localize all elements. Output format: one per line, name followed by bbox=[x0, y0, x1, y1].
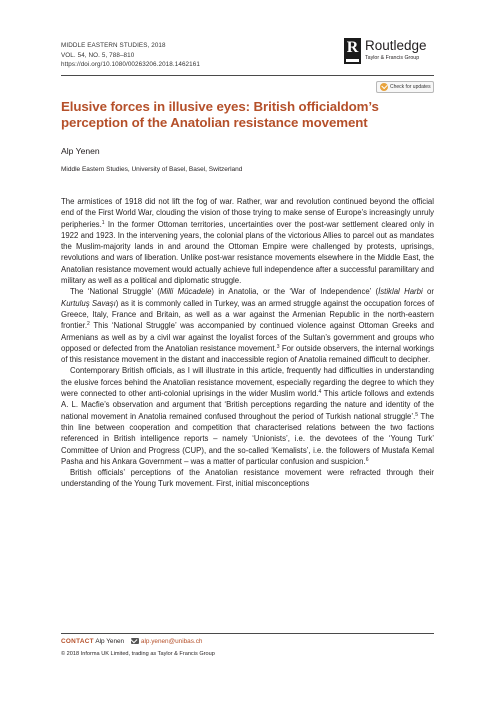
article-author: Alp Yenen bbox=[61, 146, 100, 156]
paragraph-1: The armistices of 1918 did not lift the fog of war. Rather, war and revolution continued beyond the official end of the First World War, clouding the vision of those trying to make sense of Europe’s increasingly unruly peripheries.$^1$ In the former Ottoman territories, uncertainties over the post-war settlement cleared only in 1922 and 1923. In the intervening years, the colonial plans of the victorious Allies to parcel out as mandates the Muslim-majority lands in and around the Ottoman Empire were challenged by protests, uprisings, revolutions and wars of liberation. Unlike post-war resistance movements elsewhere in the Middle East, the Anatolian resistance movement would actually achieve full independence after a successful paramilitary and military as well as a political and diplomatic struggle. bbox=[61, 197, 434, 286]
footnote-ref-3[interactable]: 3 bbox=[276, 343, 280, 350]
paragraph-4: British officials’ perceptions of the Anatolian resistance movement were refracted through their understanding of the Young Turk movement. First, initial misconceptions bbox=[61, 468, 434, 489]
journal-volume: VOL. 54, NO. 5, 788–810 bbox=[61, 51, 135, 59]
contact-line bbox=[61, 637, 202, 646]
footer-divider bbox=[61, 633, 434, 634]
doi-link[interactable]: https://doi.org/10.1080/00263206.2018.1462161 bbox=[61, 61, 200, 69]
envelope-icon bbox=[131, 638, 139, 644]
paragraph-3: Contemporary British officials, as I will illustrate in this article, frequently had difficulties in understanding the elusive forces behind the Anatolian resistance movement, especially regarding the degree to which they were connected to other anti-colonial uprisings in the wider Muslim world.$^4$ This article follows and extends A. L. Macfie’s observation and argument that ‘British perceptions regarding the nature and identity of the national movement in Anatolia remained confused throughout the period of Turkish national struggle’.$^5$ The thin line between cooperation and competition that characterised relations between the two factions referenced in British intelligence reports – namely ‘Unionists’, i.e. the devotees of the ‘Young Turk’ Committee of Union and Progress (CUP), and the so-called ‘Kemalists’, i.e. the followers of Mustafa Kemal Pasha and his Ankara Government – was a matter of particular confusion and suspicion.$^6$ bbox=[61, 366, 434, 466]
journal-header bbox=[61, 41, 200, 70]
publisher-group: Taylor & Francis Group bbox=[365, 55, 420, 61]
article-title: Elusive forces in illusive eyes: British officialdom’s perception of the Anatolian resistance movement bbox=[61, 99, 379, 130]
check-for-updates-button[interactable] bbox=[376, 81, 434, 93]
footnote-ref-2[interactable]: 2 bbox=[87, 321, 90, 328]
check-for-updates-label: Check for updates bbox=[390, 84, 431, 90]
footnote-ref-1[interactable]: 1 bbox=[101, 219, 105, 226]
footnote-ref-6[interactable]: 6 bbox=[365, 456, 369, 463]
check-circle-icon bbox=[380, 83, 388, 91]
paragraph-2: The ‘National Struggle’ (Milli Mücadele) in Anatolia, or the ‘War of Independence’ (İstiklal Harbi or Kurtuluş Savaşı) as it is commonly called in Turkey, was an armed struggle against the occupation forces of Greece, Italy, France and Britain, as well as a war against the Armenian Republic in the north-eastern frontier.$^2$ This ‘National Struggle’ was accompanied by continued violence against Ottoman Greeks and Armenians as well as by a civil war against the loyalist forces of the Sultan’s government and groups who opposed or defected from the Anatolian resistance movement.$^3$ For outside observers, the internal workings of this resistance movement in the distant and inaccessible region of Anatolia remained difficult to decipher. bbox=[61, 287, 434, 365]
footnote-ref-5[interactable]: 5 bbox=[415, 411, 419, 418]
copyright-notice: © 2018 Informa UK Limited, trading as Taylor & Francis Group bbox=[61, 651, 215, 657]
footnote-ref-4[interactable]: 4 bbox=[318, 389, 322, 396]
routledge-logo-icon bbox=[344, 38, 361, 64]
contact-name: Alp Yenen bbox=[95, 638, 125, 645]
journal-name: MIDDLE EASTERN STUDIES, 2018 bbox=[61, 42, 166, 49]
author-affiliation: Middle Eastern Studies, University of Basel, Basel, Switzerland bbox=[61, 166, 243, 173]
contact-label: CONTACT bbox=[61, 638, 94, 645]
publisher-name: Routledge bbox=[365, 38, 427, 53]
article-body bbox=[61, 196, 434, 490]
contact-email-link[interactable]: alp.yenen@unibas.ch bbox=[140, 638, 203, 645]
logo-letter: R bbox=[346, 39, 359, 56]
publisher-logo bbox=[344, 38, 444, 68]
header-divider bbox=[61, 75, 434, 76]
